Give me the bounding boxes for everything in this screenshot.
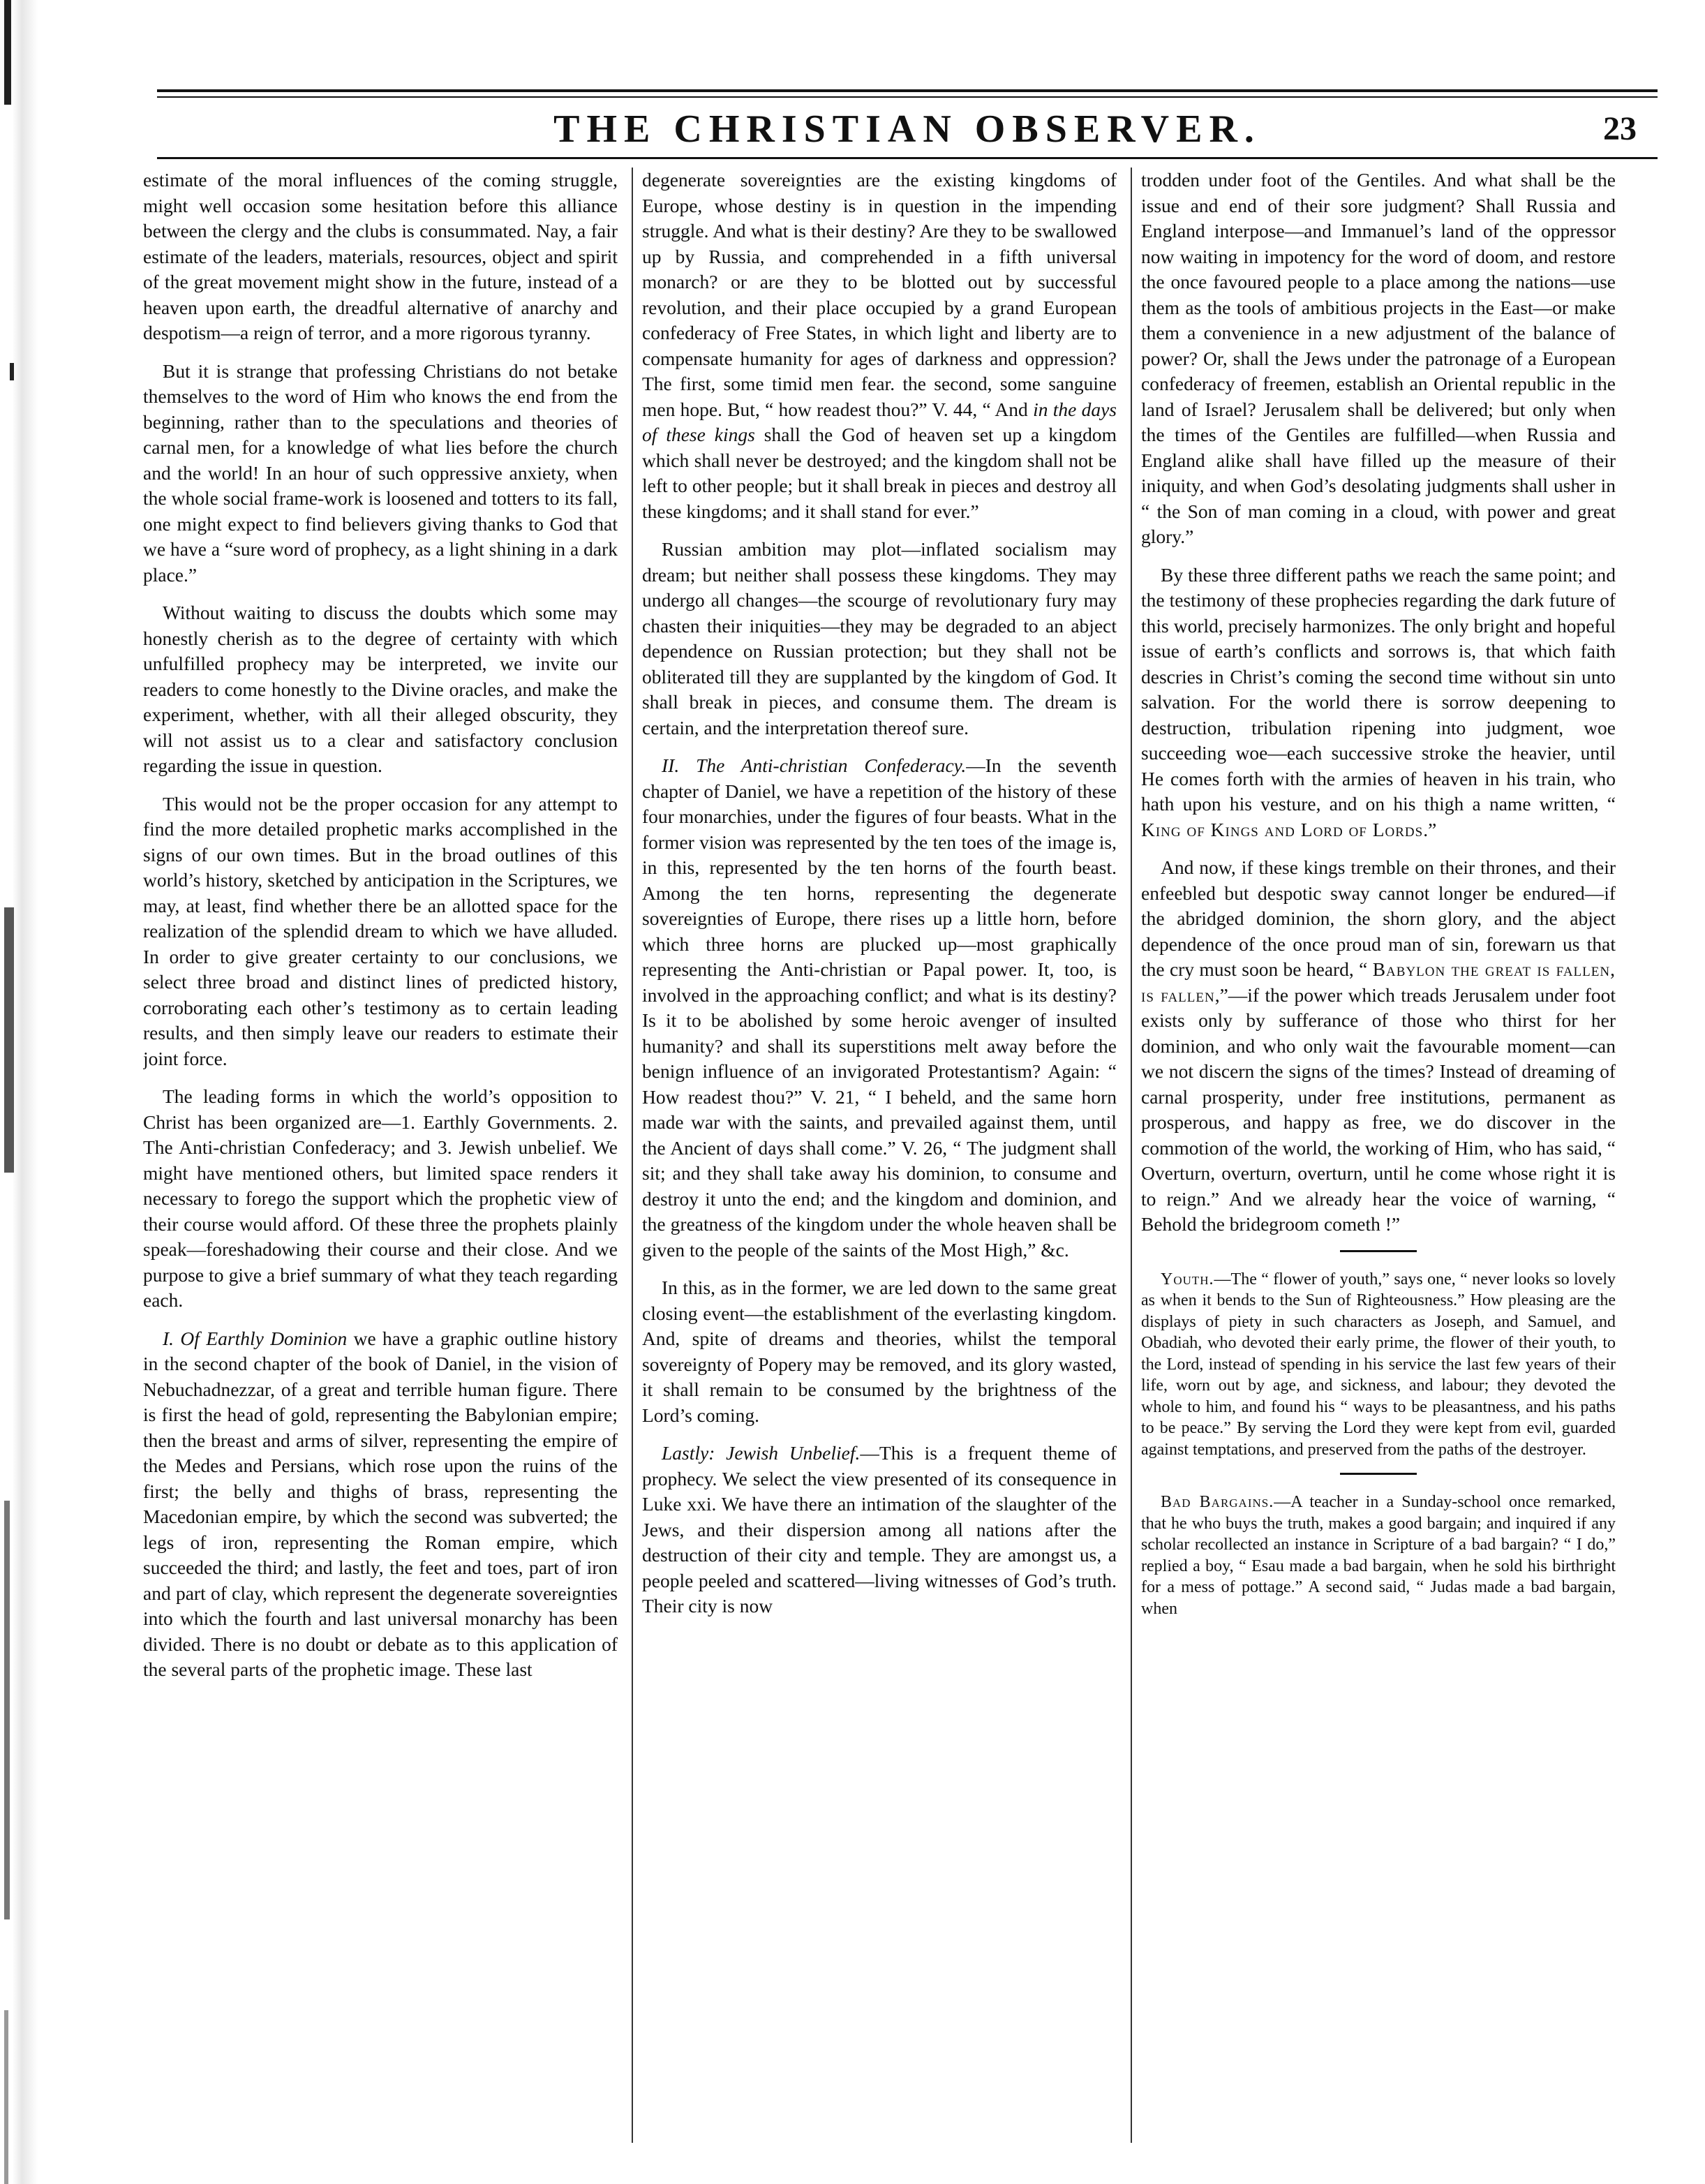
section-heading: II. The Anti-christian Confederacy. xyxy=(662,755,967,776)
binding-edge xyxy=(0,0,63,2184)
paragraph: The leading forms in which the world’s opposition to Christ has been organized are—1. Earthly Governments. 2. The Anti-christian Confederacy; and 3. Jewish unbelief. We might have mentioned others, but limited space renders it necessary to forego the support which the prophetic view of their course would afford. Of these three the prophets plainly speak—foreshadowing their course and their close. And we purpose to give a brief summary of what they teach regarding each. xyxy=(143,1085,618,1311)
page-title: THE CHRISTIAN OBSERVER. xyxy=(553,107,1261,151)
page-number: 23 xyxy=(1603,110,1637,147)
masthead xyxy=(157,105,1658,154)
paragraph xyxy=(1141,1492,1616,1619)
column-divider xyxy=(632,168,633,2143)
paragraph: Without waiting to discuss the doubts which some may honestly cherish as to the degree of certainty with which unfulfilled prophecy may be interpreted, we invite our readers to come honestly to the Divine oracles, and make the experiment, whether, with all their alleged obscurity, they will not assist us to a clear and satisfactory conclusion regarding the issue in question. xyxy=(143,602,618,776)
top-rule-thin xyxy=(157,96,1658,98)
paragraph xyxy=(642,753,1117,1263)
paragraph-text: degenerate sovereignties are the existing kingdoms of Europe, whose destiny is in question in the impending struggle. And what is their destiny? Are they to be swallowed up by Russia, and comprehended in a fifth universal monarch? or are they to be blotted out by successful revolution, and their place occupied by a grand European confederacy of Free States, in which light and liberty are to compensate humanity for ages of darkness and oppression? The first, some timid men fear. the second, some sanguine men hope. But, “ how readest thou?” V. 44, “ And xyxy=(642,169,1117,420)
paragraph xyxy=(642,168,1117,524)
top-rule xyxy=(157,89,1658,92)
paragraph-text: ,”—if the power which treads Jerusalem under foot exists only by sufferance of those who thirst for her dominion, and who only wait the favourable moment—can we not discern the signs of the times? Instead of dreaming of carnal prosperity, under free institutions, permanent as prosperous, and happy as free, we do discover in the commotion of the world, the working of Him, who has said, “ Overturn, overturn, overturn, until he come whose right it is to reign.” And we already hear the voice of warning, “ Behold the bridegroom cometh !” xyxy=(1141,983,1616,1235)
paragraph xyxy=(1141,563,1616,843)
paragraph: Russian ambition may plot—inflated socialism may dream; but neither shall possess these kingdoms. They may undergo all changes—the scourge of revolutionary fury may chasten their iniquities—they may be degraded to an abject dependence on Russian protection; but they shall not be obliterated till they are supplanted by the kingdom of God. It shall break in pieces, and consume them. The dream is certain, and the interpretation thereof sure. xyxy=(642,538,1117,738)
paragraph-text: —In the seventh chapter of Daniel, we have a repetition of the history of these four monarchies, under the figures of four beasts. What in the former vision was represented by the ten toes of the image is, in this, represented by the ten horns of the fourth beast. Among the ten horns, representing the degenerate sovereignties of Europe, there rises up a little horn, before which three horns are plucked up—most graphically representing the Anti-christian or Papal power. It, too, is involved in the approaching conflict; and what is its destiny? Is it to be abolished by some heroic avenger of insulted humanity? and shall its superstitions melt away before the benign influence of an invigorated Protestantism? Again: “ How readest thou?” V. 21, “ I beheld, and the same horn made war with the saints, and prevailed against them, until the Ancient of days shall come.” V. 26, “ The judgment shall sit; and they shall take away his dominion, to consume and destroy it unto the end; and the kingdom and dominion, and the greatness of the kingdom under the whole heaven shall be given to the people of the saints of the Most High,” &c. xyxy=(642,755,1117,1261)
column-3 xyxy=(1141,168,1616,2136)
small-caps-text: King of Kings and Lord of Lords xyxy=(1141,818,1424,840)
paragraph: But it is strange that professing Christians do not betake themselves to the word of Him who knows the end from the beginning, rather than to the speculations and theories of carnal men, for a knowledge of what lies before the church and the world! In an hour of such oppressive anxiety, when the whole social frame-work is loosened and totters to its fall, one might expect to find believers giving thanks to God that we have a “sure word of prophecy, as a light shining in a dark place.” xyxy=(143,359,618,586)
italic-text: in the days of these kings xyxy=(642,398,1117,445)
paragraph: estimate of the moral influences of the coming struggle, might well occasion some hesitation before this alliance between the clergy and the clubs is consummated. Nay, a fair estimate of the leaders, materials, resources, object and spirit of the great movement might show in the future, instead of a heaven upon earth, the dreadful alternative of anarchy and despotism—a reign of terror, and a more rigorous tyranny. xyxy=(143,169,618,343)
paragraph xyxy=(143,1326,618,1683)
paragraph xyxy=(1141,1269,1616,1461)
paragraph xyxy=(1141,855,1616,1238)
paragraph-text: —A teacher in a Sunday-school once remarked, that he who buys the truth, makes a good bargain; and inquired if any scholar recollected an instance in Scripture of a bad bargain? “ I do,” replied a boy, “ Esau made a bad bargain, when he sold his birthright for a mess of pottage.” A second said, “ Judas made a bad bargain, when xyxy=(1141,1493,1616,1618)
section-heading: I. Of Earthly Dominion xyxy=(163,1327,348,1349)
paragraph-text: shall the God of heaven set up a kingdom which shall never be destroyed; and the kingdom shall not be left to other people; but it shall break in pieces and destroy all these kingdoms; and it shall stand for ever.” xyxy=(642,424,1117,522)
paragraph-text: —This is a frequent theme of prophecy. We select the view presented of its consequence in Luke xxi. We have there an intimation of the slaughter of the Jews, and their dispersion among all nations after the destruction of their city and temple. They are amongst us, a people peeled and scattered—living witnesses of God’s truth. Their city is now xyxy=(642,1442,1117,1617)
paragraph: trodden under foot of the Gentiles. And what shall be the issue and end of their sore judgment? Shall Russia and England interpose—and Immanuel’s land of the oppressor now waiting in impotency for the word of doom, and restore the once favoured people to a place among the nations—use them as the tools of ambitious projects in the East—or make them a convenience in a new adjustment of the balance of power? Or, shall the Jews under the patronage of a European confederacy of freemen, establish an Oriental republic in the land of Israel? Jerusalem shall be delivered; but only when the times of the Gentiles are fulfilled—when Russia and England alike shall have filled up the measure of their iniquity, and when God’s desolating judgments shall usher in “ the Son of man coming in a cloud, with power and great glory.” xyxy=(1141,169,1616,547)
column-2 xyxy=(642,168,1117,2136)
header-rule xyxy=(157,157,1658,159)
paragraph: In this, as in the former, we are led down to the same great closing event—the establishment of the everlasting kingdom. And, spite of dreams and theories, whilst the temporal sovereignty of Popery may be removed, and its glory wasted, it shall remain to be consumed by the brightness of the Lord’s coming. xyxy=(642,1277,1117,1426)
paragraph-text: .” xyxy=(1423,818,1437,840)
separator-rule xyxy=(1340,1473,1417,1475)
paragraph-text: —The “ flower of youth,” says one, “ never looks so lovely as when it bends to the Sun of Righteousness.” How pleasing are the displays of piety in such characters as Joseph, and Samuel, and Obadiah, who devoted their early prime, the flower of their youth, to the Lord, instead of spending in his service the last few years of their life, worn out by age, and sickness, and labour; they devoted the whole to him, and found his “ ways to be pleasantness, and his paths to be peace.” By serving the Lord they were kept from evil, guarded against temptations, and preserved from the paths of the destroyer. xyxy=(1141,1270,1616,1459)
item-heading: Youth. xyxy=(1161,1270,1214,1288)
column-1 xyxy=(143,168,618,2136)
item-heading: Bad Bargains. xyxy=(1161,1493,1274,1511)
column-divider xyxy=(1131,168,1132,2143)
small-caps-text: Babylon the great is fallen, is fallen xyxy=(1141,958,1616,1006)
paragraph-text: By these three different paths we reach the same point; and the testimony of these prophecies regarding the dark future of this world, precisely harmonizes. The only bright and hopeful issue of earth’s conflicts and sorrows is, that which faith descries in Christ’s coming the second time without sin unto salvation. For the world there is sorrow deepening to destruction, tribulation ripening into judgment, woe succeeding woe—each successive stroke the heavier, until He comes forth with the armies of heaven in his train, who hath upon his vesture, and on his thigh a name written, “ xyxy=(1141,563,1616,815)
paragraph-text: And now, if these kings tremble on their thrones, and their enfeebled but despotic sway cannot longer be endured—if the abridged dominion, the shorn glory, and the abject dependence of the once proud man of sin, forewarn us that the cry must soon be heard, “ xyxy=(1141,856,1616,980)
paragraph: This would not be the proper occasion for any attempt to find the more detailed prophetic marks accomplished in the signs of our own times. But in the broad outlines of this world’s history, sketched by anticipation in the Scriptures, we may, at least, find whether there be an allotted space for the realization of the splendid dream to which we have alluded. In order to give greater certainty to our conclusions, we select three broad and distinct lines of predicted history, corroborating each other’s testimony as to certain leading results, and then simply leave our readers to estimate their joint force. xyxy=(143,792,618,1069)
section-heading: Lastly: Jewish Unbelief. xyxy=(662,1442,861,1464)
paragraph xyxy=(642,1441,1117,1619)
separator-rule xyxy=(1340,1250,1417,1252)
paragraph-text: we have a graphic outline history in the second chapter of the book of Daniel, in the vision of Nebuchadnezzar, of a great and terrible human figure. There is first the head of gold, representing the Babylonian empire; then the breast and arms of silver, representing the empire of the Medes and Persians, which rose upon the ruins of the first; the belly and thighs of brass, representing the Macedonian empire, by which the second was subverted; the legs of iron, representing the Roman empire, which succeeded the third; and lastly, the feet and toes, part of iron and part of clay, which represent the degenerate sovereignties into which the fourth and last universal monarchy has been divided. There is no doubt or debate as to this application of the several parts of the prophetic image. These last xyxy=(143,1327,618,1680)
